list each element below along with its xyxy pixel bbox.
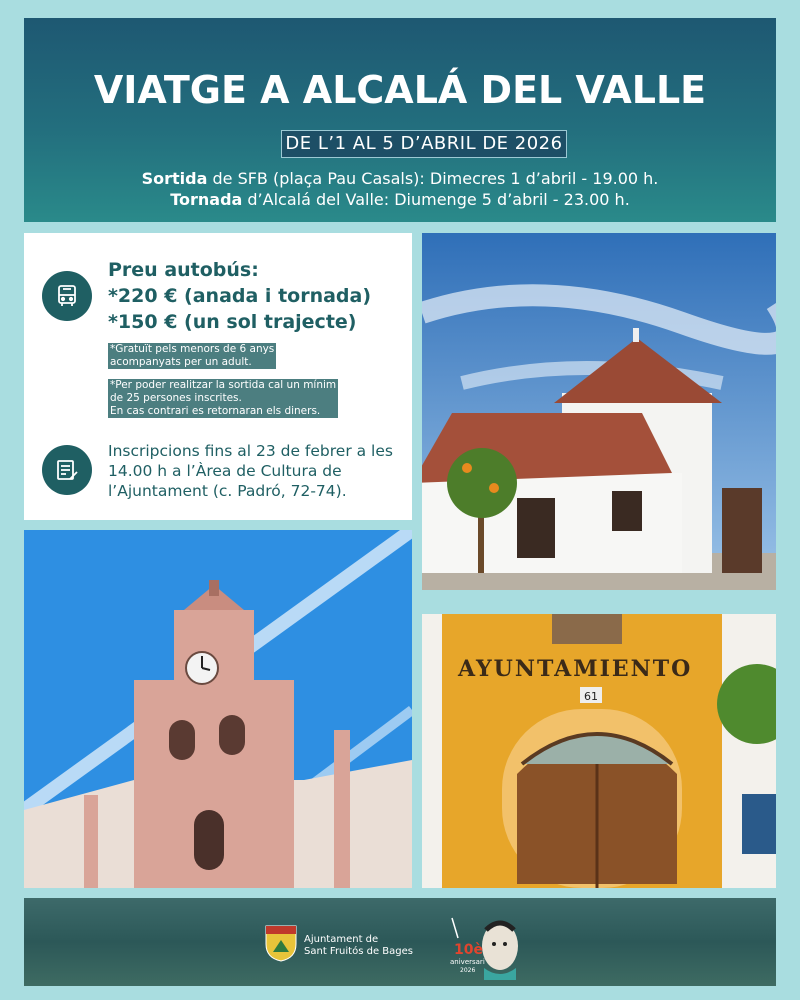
badge-big: 10è [454, 942, 483, 958]
footer-bar [24, 898, 776, 986]
bus-icon [42, 271, 92, 321]
note-free-line: *Gratuït pels menors de 6 anys [110, 343, 275, 355]
price-single-trip: *150 € (un sol trajecte) [108, 311, 357, 333]
building-sign: AYUNTAMIENTO [458, 656, 693, 682]
info-panel [24, 233, 412, 520]
header-banner [24, 18, 776, 222]
price-title: Preu autobús: [108, 259, 259, 281]
price-round-trip: *220 € (anada i tornada) [108, 285, 372, 307]
note-min-line: *Per poder realitzar la sortida cal un mínim [110, 379, 337, 391]
page-title: VIATGE A ALCALÁ DEL VALLE [93, 68, 707, 112]
door-number: 61 [584, 690, 598, 703]
badge-year: 2026 [460, 967, 476, 974]
price-block [108, 257, 371, 335]
note-free-line: acompanyats per un adult. [110, 356, 252, 368]
photo-church [24, 530, 412, 888]
departure-label: Sortida [141, 169, 208, 188]
note-min-line: En cas contrari es retornaran els diners. [110, 405, 321, 417]
date-badge: DE L’1 AL 5 D’ABRIL DE 2026 [281, 130, 567, 158]
anniversary-badge [444, 908, 524, 980]
form-icon [42, 445, 92, 495]
badge-small: aniversari [450, 958, 485, 966]
note-free-children [108, 343, 276, 369]
note-min-line: de 25 persones inscrites. [110, 392, 242, 404]
return-line [24, 189, 776, 210]
registration-text: Inscripcions fins al 23 de febrer a les 14.00 h a l’Àrea de Cultura de l’Ajuntament (c. Padró, 72-74). [108, 442, 393, 500]
return-text: d’Alcalá del Valle: Diumenge 5 d’abril - 23.00 h. [242, 190, 630, 209]
departure-line [24, 168, 776, 189]
departure-text: de SFB (plaça Pau Casals): Dimecres 1 d’abril - 19.00 h. [207, 169, 659, 188]
return-label: Tornada [170, 190, 243, 209]
municipality-name [304, 934, 413, 958]
org-line-2: Sant Fruitós de Bages [304, 946, 413, 957]
photo-white-house [422, 233, 776, 590]
municipal-crest-icon [264, 922, 298, 962]
schedule [24, 168, 776, 210]
org-line-1: Ajuntament de [304, 934, 379, 945]
note-minimum [108, 379, 338, 418]
photo-ayuntamiento [422, 614, 776, 888]
